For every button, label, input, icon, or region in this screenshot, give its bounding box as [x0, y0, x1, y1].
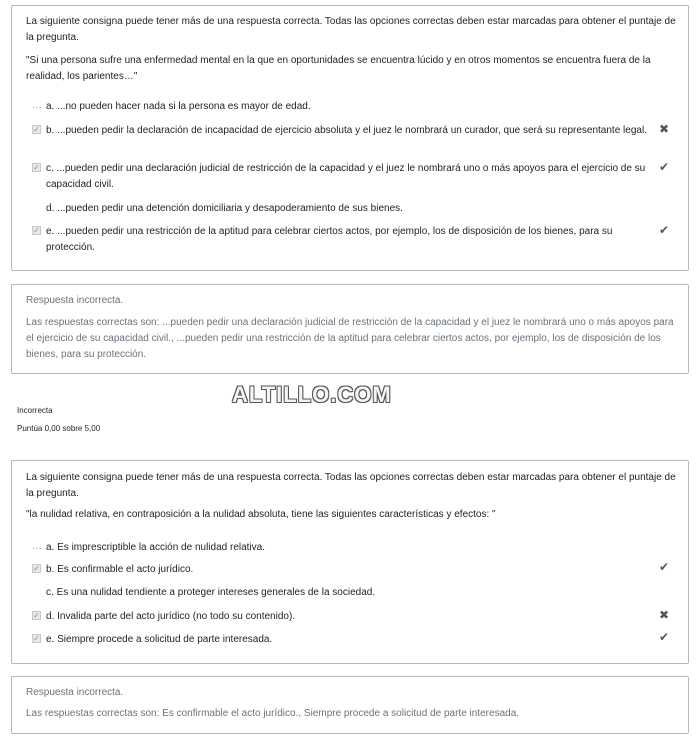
option-text: Es confirmable el acto jurídico. [57, 564, 194, 575]
option-letter: c. [46, 587, 54, 598]
option-text: ...pueden pedir una restricción de la aptitud para celebrar ciertos actos, por ejemplo, los de disposición de los bienes, para su protección. [46, 226, 613, 253]
option-letter: a. [46, 542, 55, 553]
option-text: Es imprescriptible la acción de nulidad relativa. [57, 542, 266, 553]
question-1-card [11, 5, 689, 271]
incorrect-x-icon: ✖ [658, 122, 670, 136]
feedback-2-card [11, 676, 689, 734]
option-letter: d. [46, 611, 55, 622]
correct-check-icon: ✔ [658, 560, 670, 574]
watermark-logo: ALTILLO.COM [232, 382, 392, 407]
option-text: Siempre procede a solicitud de parte interesada. [57, 634, 273, 645]
feedback-1-card [11, 284, 689, 374]
option-letter: e. [46, 634, 55, 645]
question-2-prompt: "la nulidad relativa, en contraposición a la nulidad absoluta, tiene las siguientes características y efectos: " [26, 509, 496, 520]
question-2-score: Puntúa 0,00 sobre 5,00 [17, 424, 101, 433]
question-2-status: Incorrecta [17, 406, 53, 415]
incorrect-x-icon: ✖ [658, 608, 670, 622]
option-letter: d. [46, 203, 55, 214]
checkbox-checked[interactable]: ✓ [33, 611, 40, 620]
option-text: ...pueden pedir la declaración de incapacidad de ejercicio absoluta y el juez le nombrará un curador, que será su representante legal. [57, 125, 647, 136]
feedback-correct-answers: Las respuestas correctas son: ...pueden pedir una declaración judicial de restricción de la capacidad y el juez le nombrará uno o más apoyos para el ejercicio de su capacidad civil., ...pueden pedir una restricción de la aptitud para celebrar ciertos actos, por ejemplo, los de disposición de los bienes, para su protección. [26, 317, 674, 360]
checkbox-checked[interactable]: ✓ [33, 564, 40, 573]
feedback-title: Respuesta incorrecta. [26, 687, 124, 698]
unchecked-marker: … [32, 541, 42, 552]
option-text: Es una nulidad tendiente a proteger intereses generales de la sociedad. [56, 587, 376, 598]
option-letter: e. [46, 226, 55, 237]
unchecked-marker: … [32, 100, 42, 111]
option-letter: b. [46, 125, 55, 136]
question-1-instructions: La siguiente consigna puede tener más de una respuesta correcta. Todas las opciones correctas deben estar marcadas para obtener el puntaje de la pregunta. [26, 16, 676, 43]
correct-check-icon: ✔ [658, 223, 670, 237]
option-letter: a. [46, 101, 55, 112]
checkbox-checked[interactable]: ✓ [33, 226, 40, 235]
option-letter: b. [46, 564, 55, 575]
correct-check-icon: ✔ [658, 160, 670, 174]
checkbox-checked[interactable]: ✓ [33, 163, 40, 172]
correct-check-icon: ✔ [658, 630, 670, 644]
question-1-prompt: "Si una persona sufre una enfermedad mental en la que en oportunidades se encuentra lúcido y en otros momentos se encuentra fuera de la realidad, los parientes…" [26, 55, 651, 82]
question-2-card [11, 460, 689, 664]
option-text: ...pueden pedir una declaración judicial de restricción de la capacidad y el juez le nombrará uno o más apoyos para el ejercicio de su capacidad civil. [46, 163, 646, 190]
option-letter: c. [46, 163, 54, 174]
option-text: Invalida parte del acto jurídico (no todo su contenido). [57, 611, 296, 622]
feedback-title: Respuesta incorrecta. [26, 295, 124, 306]
question-2-instructions: La siguiente consigna puede tener más de una respuesta correcta. Todas las opciones correctas deben estar marcadas para obtener el puntaje de la pregunta. [26, 472, 676, 499]
checkbox-checked[interactable]: ✓ [33, 125, 40, 134]
option-text: ...pueden pedir una detención domiciliaria y desapoderamiento de sus bienes. [57, 203, 403, 214]
checkbox-checked[interactable]: ✓ [33, 634, 40, 643]
feedback-correct-answers: Las respuestas correctas son: Es confirmable el acto jurídico., Siempre procede a solicitud de parte interesada. [26, 708, 520, 719]
option-text: ...no pueden hacer nada si la persona es mayor de edad. [57, 101, 311, 112]
